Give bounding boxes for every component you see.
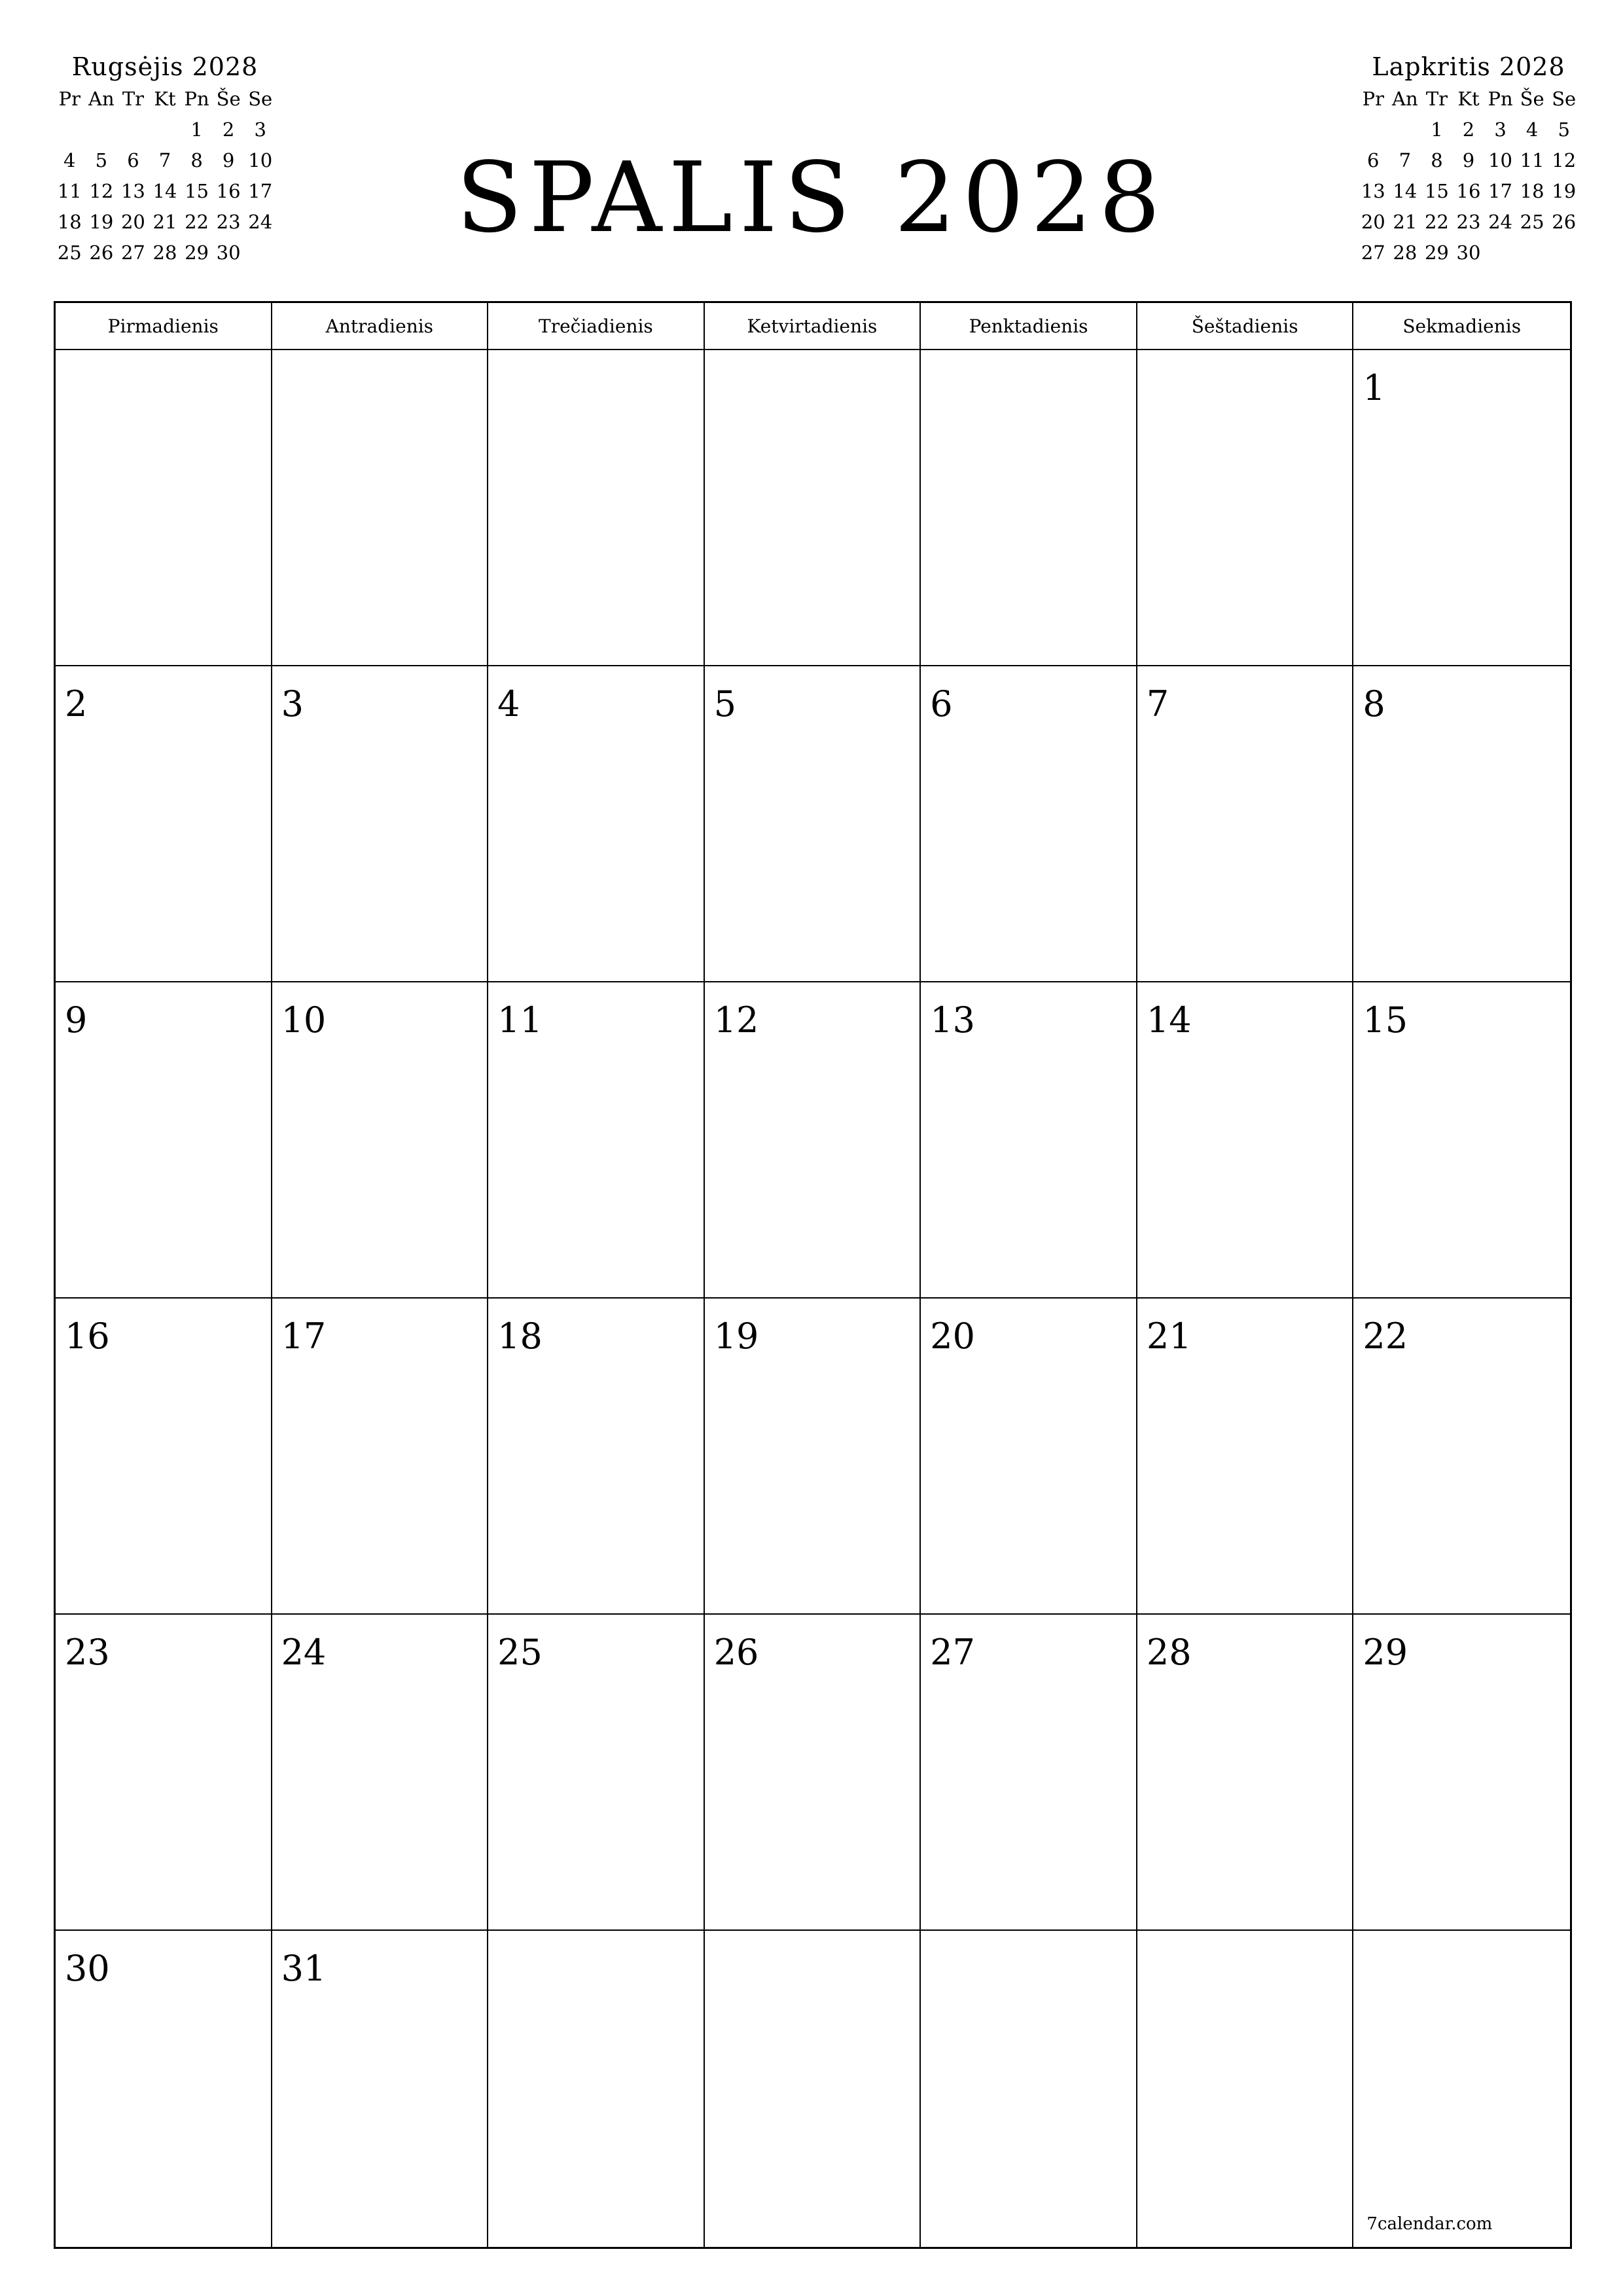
day-number: 21: [1146, 1316, 1192, 1357]
mini-day: 20: [120, 211, 145, 233]
mini-day: 13: [1361, 180, 1385, 202]
mini-weekday: Kt: [154, 88, 176, 110]
mini-day: 26: [89, 242, 114, 264]
mini-day: 1: [190, 118, 203, 141]
day-number: 2: [65, 683, 88, 725]
day-number: 27: [930, 1632, 975, 1673]
day-cell: [56, 1299, 272, 1615]
mini-day: 17: [1488, 180, 1513, 202]
weekday-header: Šeštadienis: [1137, 303, 1354, 350]
mini-weekday: Še: [1520, 88, 1544, 110]
mini-day: 19: [89, 211, 114, 233]
day-cell: [272, 1299, 489, 1615]
day-cell: [1353, 1615, 1570, 1931]
mini-day: 12: [1552, 149, 1577, 171]
day-cell: [1353, 1931, 1570, 2247]
mini-day: 4: [63, 149, 76, 171]
day-cell: [705, 666, 921, 982]
mini-day: 21: [152, 211, 177, 233]
mini-day: 16: [216, 180, 241, 202]
day-cell: [1137, 1299, 1354, 1615]
day-number: 25: [497, 1632, 543, 1673]
day-cell: [705, 1615, 921, 1931]
day-cell: [1353, 1299, 1570, 1615]
mini-day: 30: [216, 242, 241, 264]
day-number: 13: [930, 999, 975, 1041]
mini-day: 10: [1488, 149, 1513, 171]
day-number: 6: [930, 683, 953, 725]
day-cell: [921, 1299, 1137, 1615]
day-cell: [1353, 982, 1570, 1299]
mini-day: 14: [1393, 180, 1418, 202]
mini-weekday: Pn: [1488, 88, 1513, 110]
day-cell: [488, 982, 705, 1299]
mini-day: 7: [158, 149, 171, 171]
mini-day: 27: [120, 242, 145, 264]
day-cell: [272, 666, 489, 982]
mini-day: 24: [248, 211, 273, 233]
mini-day: 21: [1393, 211, 1418, 233]
day-cell: [1137, 1615, 1354, 1931]
day-cell: [921, 350, 1137, 666]
day-number: 16: [65, 1316, 110, 1357]
mini-day: 23: [216, 211, 241, 233]
day-cell: [1137, 1931, 1354, 2247]
day-cell: [56, 666, 272, 982]
day-cell: [56, 350, 272, 666]
mini-day: 29: [185, 242, 209, 264]
mini-day: 2: [222, 118, 235, 141]
month-grid: [54, 301, 1572, 2249]
mini-calendar-next: [1357, 50, 1580, 268]
mini-day: 18: [57, 211, 82, 233]
day-cell: [921, 1931, 1137, 2247]
mini-day: 27: [1361, 242, 1385, 264]
day-number: 8: [1363, 683, 1385, 725]
mini-day: [1548, 238, 1580, 268]
day-cell: [705, 1299, 921, 1615]
weekday-header: Penktadienis: [921, 303, 1137, 350]
day-cell: [272, 350, 489, 666]
mini-day: 11: [57, 180, 82, 202]
mini-day: [1389, 115, 1421, 145]
mini-weekday: Pr: [58, 88, 80, 110]
mini-day: 22: [185, 211, 209, 233]
day-cell: [705, 350, 921, 666]
mini-day: 26: [1552, 211, 1577, 233]
mini-day: 28: [1393, 242, 1418, 264]
mini-day: 4: [1525, 118, 1539, 141]
day-cell: [488, 1615, 705, 1931]
day-cell: [705, 982, 921, 1299]
day-cell: [921, 1615, 1137, 1931]
mini-day: 3: [1494, 118, 1507, 141]
mini-weekday: An: [88, 88, 115, 110]
mini-weekday: Pn: [184, 88, 209, 110]
day-cell: [56, 1615, 272, 1931]
mini-day: 17: [248, 180, 273, 202]
day-number: 29: [1363, 1632, 1408, 1673]
day-cell: [1137, 666, 1354, 982]
day-cell: [272, 1931, 489, 2247]
day-number: 28: [1146, 1632, 1192, 1673]
mini-calendar-grid: [1357, 84, 1580, 268]
weekday-header: Pirmadienis: [56, 303, 272, 350]
day-cell: [921, 982, 1137, 1299]
mini-day: 15: [1424, 180, 1449, 202]
mini-day: 28: [152, 242, 177, 264]
mini-day: 3: [254, 118, 266, 141]
credit-text: 7calendar.com: [1366, 2214, 1493, 2234]
mini-day: 1: [1431, 118, 1443, 141]
mini-day: [1357, 115, 1389, 145]
mini-weekday: An: [1392, 88, 1418, 110]
mini-day: 2: [1462, 118, 1475, 141]
day-cell: [1137, 350, 1354, 666]
weekday-header: Antradienis: [272, 303, 489, 350]
day-cell: [488, 666, 705, 982]
day-number: 23: [65, 1632, 110, 1673]
day-number: 10: [281, 999, 327, 1041]
mini-day: 6: [1367, 149, 1380, 171]
day-cell: [56, 1931, 272, 2247]
mini-weekday: Tr: [122, 88, 145, 110]
day-number: 1: [1363, 367, 1385, 408]
day-cell: [1353, 350, 1570, 666]
mini-calendar-title: Lapkritis 2028: [1372, 52, 1565, 81]
day-number: 7: [1146, 683, 1169, 725]
mini-day: 9: [1462, 149, 1475, 171]
mini-day: 20: [1361, 211, 1385, 233]
mini-day: 8: [1431, 149, 1443, 171]
mini-day: 22: [1424, 211, 1449, 233]
mini-day: 5: [1558, 118, 1570, 141]
mini-day: [1516, 238, 1548, 268]
mini-weekday: Se: [1552, 88, 1577, 110]
day-number: 5: [713, 683, 737, 725]
mini-day: 30: [1456, 242, 1481, 264]
day-number: 24: [281, 1632, 327, 1673]
day-cell: [488, 1931, 705, 2247]
mini-weekday: Tr: [1425, 88, 1448, 110]
mini-day: 14: [152, 180, 177, 202]
day-number: 18: [497, 1316, 543, 1357]
mini-day: 9: [222, 149, 235, 171]
mini-day: 18: [1520, 180, 1544, 202]
mini-day: 8: [190, 149, 203, 171]
day-number: 20: [930, 1316, 975, 1357]
mini-day: 25: [57, 242, 82, 264]
day-number: 9: [65, 999, 88, 1041]
day-cell: [488, 350, 705, 666]
mini-day: 11: [1520, 149, 1544, 171]
page-title: SPALIS 2028: [455, 141, 1168, 254]
mini-weekday: Kt: [1457, 88, 1480, 110]
mini-day: 24: [1488, 211, 1513, 233]
day-number: 30: [65, 1948, 110, 1989]
mini-calendar-title: Rugsėjis 2028: [71, 52, 259, 81]
weekday-header: Ketvirtadienis: [705, 303, 921, 350]
mini-weekday: Še: [216, 88, 241, 110]
day-number: 17: [281, 1316, 327, 1357]
mini-day: 16: [1456, 180, 1481, 202]
mini-day: 7: [1399, 149, 1412, 171]
weekday-header: Trečiadienis: [488, 303, 705, 350]
weekday-header: Sekmadienis: [1353, 303, 1570, 350]
mini-day: [1484, 238, 1516, 268]
day-cell: [488, 1299, 705, 1615]
day-number: 22: [1363, 1316, 1408, 1357]
day-number: 19: [713, 1316, 759, 1357]
day-number: 11: [497, 999, 543, 1041]
mini-weekday: Se: [248, 88, 273, 110]
day-cell: [705, 1931, 921, 2247]
mini-day: 5: [95, 149, 108, 171]
day-number: 14: [1146, 999, 1192, 1041]
day-cell: [921, 666, 1137, 982]
mini-day: 10: [248, 149, 273, 171]
mini-day: 15: [185, 180, 209, 202]
day-number: 26: [713, 1632, 759, 1673]
mini-day: 25: [1520, 211, 1544, 233]
mini-day: 19: [1552, 180, 1577, 202]
mini-day: 13: [120, 180, 145, 202]
day-cell: [272, 982, 489, 1299]
mini-day: 23: [1456, 211, 1481, 233]
day-number: 12: [713, 999, 759, 1041]
day-cell: [1353, 666, 1570, 982]
day-number: 31: [281, 1948, 327, 1989]
day-number: 15: [1363, 999, 1408, 1041]
mini-day: 12: [89, 180, 114, 202]
mini-day: 29: [1424, 242, 1449, 264]
day-cell: [1137, 982, 1354, 1299]
day-number: 3: [281, 683, 304, 725]
day-cell: [272, 1615, 489, 1931]
day-cell: [56, 982, 272, 1299]
mini-day: 6: [127, 149, 139, 171]
day-number: 4: [497, 683, 520, 725]
mini-weekday: Pr: [1362, 88, 1384, 110]
